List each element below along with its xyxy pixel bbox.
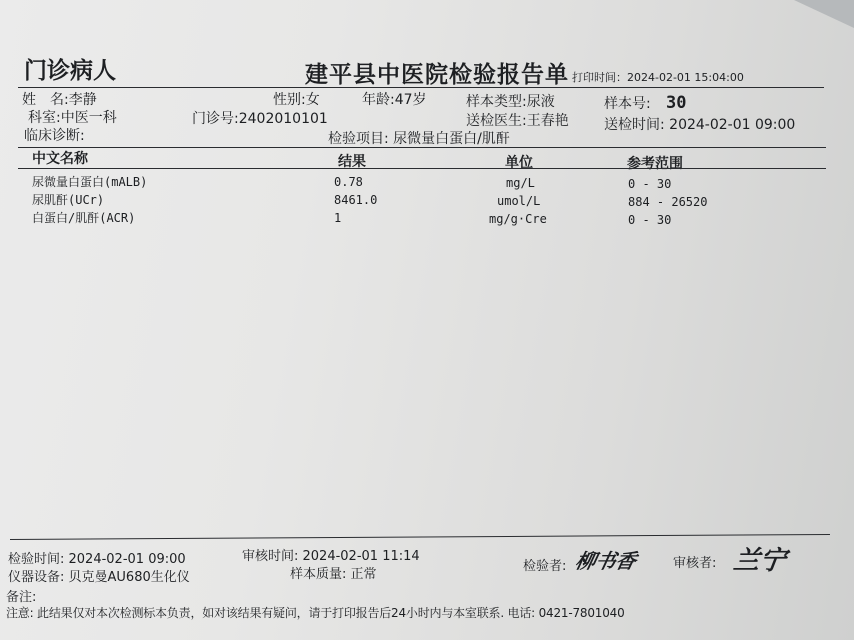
patient-name: 姓 名:李静 <box>22 92 97 108</box>
sample-quality: 样本质量: 正常 <box>290 567 377 582</box>
patient-age: 年龄:47岁 <box>362 92 427 108</box>
cell-unit: umol/L <box>497 194 541 208</box>
clinical-diagnosis: 临床诊断: <box>24 128 85 144</box>
tester-label: 检验者: <box>523 559 567 574</box>
sample-number: 30 <box>666 93 687 113</box>
cell-reference: 884 - 26520 <box>628 195 708 209</box>
cell-result: 0.78 <box>334 175 363 189</box>
cell-unit: mg/L <box>506 176 535 190</box>
sample-type: 样本类型:尿液 <box>466 94 555 110</box>
cell-item-name: 尿肌酐(UCr) <box>32 193 105 207</box>
cell-result: 8461.0 <box>334 193 378 207</box>
reviewer-label: 审核者: <box>673 556 717 571</box>
send-time: 送检时间: 2024-02-01 09:00 <box>604 117 796 133</box>
col-header-result: 结果 <box>338 154 366 170</box>
reviewer-signature: 兰宁 <box>731 546 788 576</box>
cell-reference: 0 - 30 <box>628 213 672 227</box>
col-header-name: 中文名称 <box>32 151 88 167</box>
footer-divider <box>10 534 830 540</box>
col-header-reference: 参考范围 <box>627 156 683 172</box>
referring-doctor: 送检医生:王春艳 <box>466 113 569 129</box>
outpatient-number: 门诊号:2402010101 <box>192 111 328 127</box>
department: 科室:中医一科 <box>28 110 117 126</box>
paper-corner <box>794 0 854 28</box>
report-title: 建平县中医院检验报告单 <box>305 62 569 88</box>
header-divider-top <box>18 87 824 88</box>
cell-result: 1 <box>334 211 342 225</box>
table-header-divider-bottom <box>18 168 826 169</box>
sample-number-label: 样本号: <box>604 96 651 112</box>
notice-text: 注意: 此结果仅对本次检测标本负责，如对该结果有疑问，请于打印报告后24小时内与本室联系. 电话: 0421-7801040 <box>6 606 625 620</box>
cell-item-name: 白蛋白/肌酐(ACR) <box>32 211 136 225</box>
tester-signature: 柳书香 <box>573 549 639 573</box>
patient-gender: 性别:女 <box>273 92 320 108</box>
remarks-label: 备注: <box>6 590 37 605</box>
review-time: 审核时间: 2024-02-01 11:14 <box>242 549 420 564</box>
patient-type-label: 门诊病人 <box>24 58 116 84</box>
test-time: 检验时间: 2024-02-01 09:00 <box>8 552 186 567</box>
print-time: 打印时间：2024-02-01 15:04:00 <box>572 71 744 84</box>
table-header-divider-top <box>18 147 826 148</box>
cell-item-name: 尿微量白蛋白(mALB) <box>32 175 148 189</box>
cell-unit: mg/g·Cre <box>489 212 547 226</box>
col-header-unit: 单位 <box>505 155 533 171</box>
test-item: 检验项目: 尿微量白蛋白/肌酐 <box>328 131 510 147</box>
device: 仪器设备: 贝克曼AU680生化仪 <box>8 570 190 585</box>
cell-reference: 0 - 30 <box>628 177 672 191</box>
